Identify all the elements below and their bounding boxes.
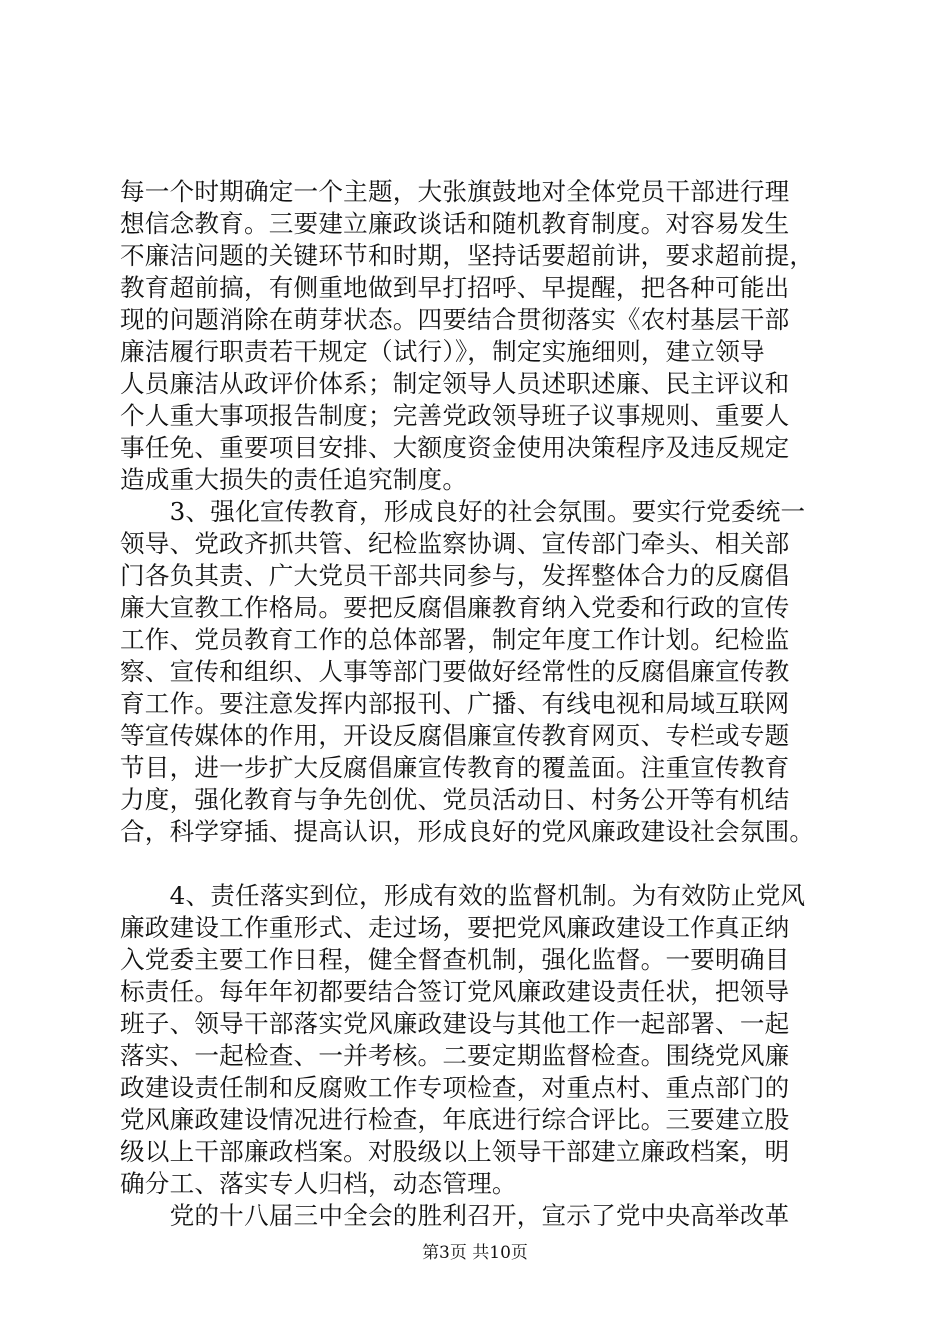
text-line: 力度，强化教育与争先创优、党员活动日、村务公开等有机结: [120, 785, 790, 814]
text-line: 教育超前搞，有侧重地做到早打招呼、早提醒，把各种可能出: [120, 273, 790, 302]
document-body: [120, 176, 840, 1232]
text-line: 造成重大损失的责任追究制度。: [120, 465, 468, 494]
text-line: 标责任。每年年初都要结合签订党风廉政建设责任状，把领导: [120, 977, 790, 1006]
text-line: 确分工、落实专人归档，动态管理。: [120, 1169, 517, 1198]
page-number-footer: 第3页 共10页: [422, 1243, 528, 1263]
text-line: 入党委主要工作日程，健全督查机制，强化监督。一要明确目: [120, 945, 790, 974]
text-line: 廉洁履行职责若干规定（试行）》，制定实施细则，建立领导: [120, 337, 765, 366]
text-line: 想信念教育。三要建立廉政谈话和随机教育制度。对容易发生: [120, 209, 790, 238]
text-line: 每一个时期确定一个主题，大张旗鼓地对全体党员干部进行理: [120, 177, 790, 206]
text-line: 政建设责任制和反腐败工作专项检查，对重点村、重点部门的: [120, 1073, 790, 1102]
text-line: 事任免、重要项目安排、大额度资金使用决策程序及违反规定: [120, 433, 790, 462]
text-line: 3、强化宣传教育，形成良好的社会氛围。要实行党委统一: [120, 497, 806, 526]
text-line: 4、责任落实到位，形成有效的监督机制。为有效防止党风: [120, 881, 806, 910]
text-line: 察、宣传和组织、人事等部门要做好经常性的反腐倡廉宣传教: [120, 657, 790, 686]
text-line: 育工作。要注意发挥内部报刊、广播、有线电视和局域互联网: [120, 689, 790, 718]
text-line: 领导、党政齐抓共管、纪检监察协调、宣传部门牵头、相关部: [120, 529, 790, 558]
text-line: 合，科学穿插、提高认识，形成良好的党风廉政建设社会氛围。: [120, 817, 815, 846]
text-line: 工作、党员教育工作的总体部署，制定年度工作计划。纪检监: [120, 625, 790, 654]
text-line: 廉政建设工作重形式、走过场，要把党风廉政建设工作真正纳: [120, 913, 790, 942]
text-line: 等宣传媒体的作用，开设反腐倡廉宣传教育网页、专栏或专题: [120, 721, 790, 750]
text-line: 落实、一起检查、一并考核。二要定期监督检查。围绕党风廉: [120, 1041, 790, 1070]
text-line: 门各负其责、广大党员干部共同参与，发挥整体合力的反腐倡: [120, 561, 790, 590]
text-line: 党的十八届三中全会的胜利召开，宣示了党中央高举改革: [120, 1201, 790, 1230]
text-line: 人员廉洁从政评价体系；制定领导人员述职述廉、民主评议和: [120, 369, 790, 398]
text-line: 节目，进一步扩大反腐倡廉宣传教育的覆盖面。注重宣传教育: [120, 753, 790, 782]
text-line: 个人重大事项报告制度；完善党政领导班子议事规则、重要人: [120, 401, 790, 430]
text-line: 不廉洁问题的关键环节和时期，坚持话要超前讲，要求超前提，: [120, 241, 815, 270]
text-line: 现的问题消除在萌芽状态。四要结合贯彻落实《农村基层干部: [120, 305, 790, 334]
text-line: 党风廉政建设情况进行检查，年底进行综合评比。三要建立股: [120, 1105, 790, 1134]
text-line: 级以上干部廉政档案。对股级以上领导干部建立廉政档案，明: [120, 1137, 790, 1166]
text-line: 廉大宣教工作格局。要把反腐倡廉教育纳入党委和行政的宣传: [120, 593, 790, 622]
text-line: 班子、领导干部落实党风廉政建设与其他工作一起部署、一起: [120, 1009, 790, 1038]
paragraph-gap: [120, 848, 840, 880]
